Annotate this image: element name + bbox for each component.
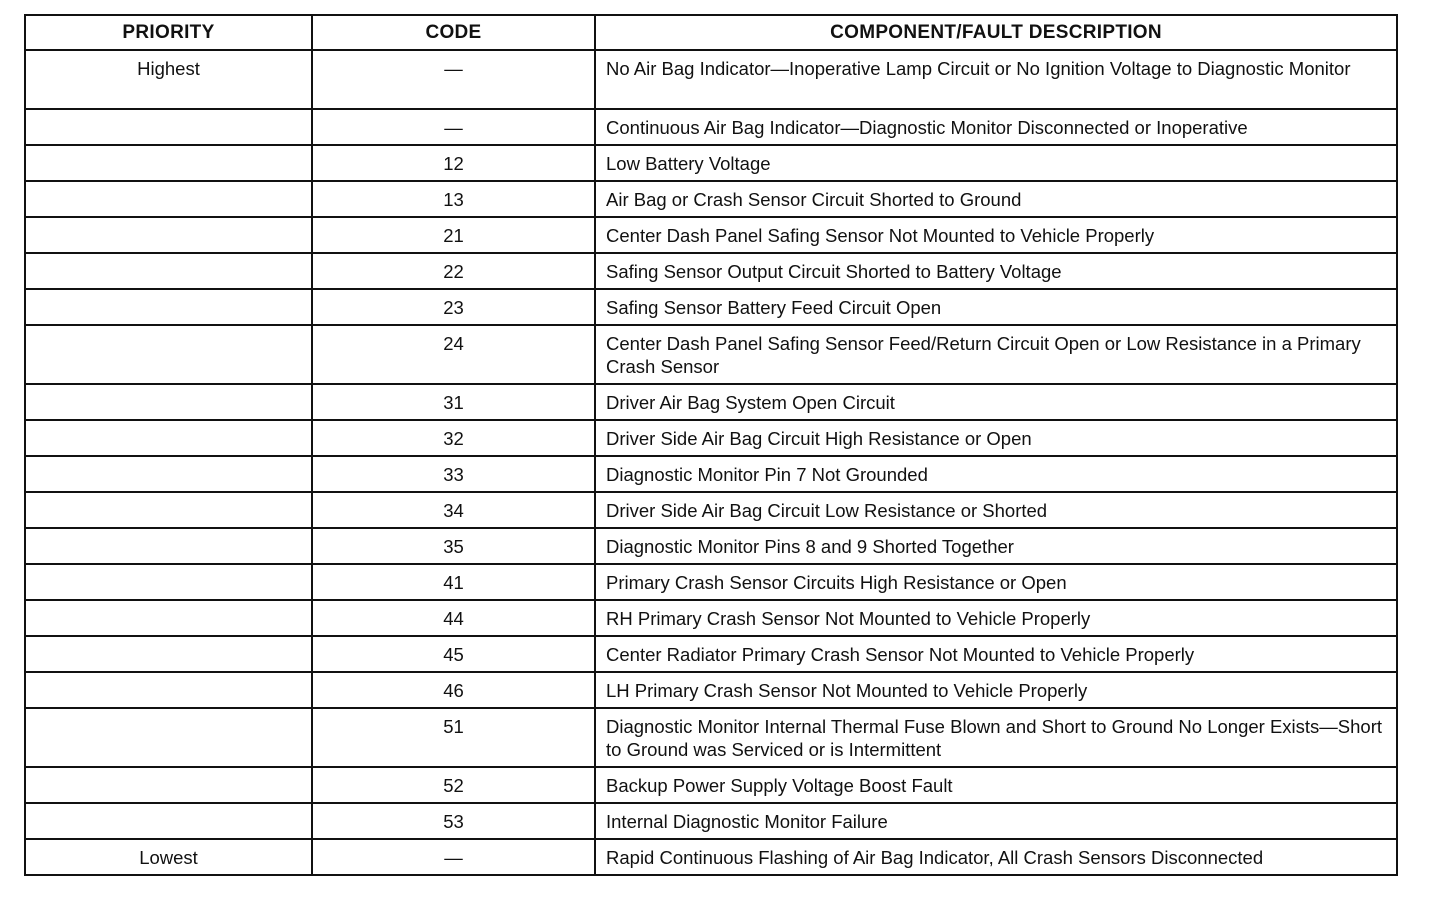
priority-cell: [25, 145, 312, 181]
description-cell: Safing Sensor Battery Feed Circuit Open: [595, 289, 1397, 325]
code-cell: 22: [312, 253, 595, 289]
priority-cell: [25, 181, 312, 217]
description-cell: Diagnostic Monitor Pins 8 and 9 Shorted Together: [595, 528, 1397, 564]
description-cell: Internal Diagnostic Monitor Failure: [595, 803, 1397, 839]
priority-cell: [25, 564, 312, 600]
table-row: [25, 50, 1397, 109]
table-row: [25, 528, 1397, 564]
table-row: [25, 564, 1397, 600]
code-cell: 12: [312, 145, 595, 181]
priority-cell: [25, 708, 312, 767]
priority-cell: [25, 384, 312, 420]
table-row: [25, 456, 1397, 492]
description-cell: Safing Sensor Output Circuit Shorted to Battery Voltage: [595, 253, 1397, 289]
priority-cell: [25, 492, 312, 528]
code-cell: —: [312, 839, 595, 875]
table-row: [25, 384, 1397, 420]
table-row: [25, 600, 1397, 636]
description-cell: Rapid Continuous Flashing of Air Bag Indicator, All Crash Sensors Disconnected: [595, 839, 1397, 875]
description-cell: Driver Side Air Bag Circuit Low Resistance or Shorted: [595, 492, 1397, 528]
code-cell: 46: [312, 672, 595, 708]
fault-code-sheet: [24, 14, 1396, 876]
code-cell: 31: [312, 384, 595, 420]
code-cell: —: [312, 109, 595, 145]
priority-cell: Lowest: [25, 839, 312, 875]
priority-cell: [25, 456, 312, 492]
code-cell: 21: [312, 217, 595, 253]
code-cell: 45: [312, 636, 595, 672]
code-cell: 24: [312, 325, 595, 384]
description-cell: Center Radiator Primary Crash Sensor Not Mounted to Vehicle Properly: [595, 636, 1397, 672]
priority-cell: [25, 600, 312, 636]
description-cell: Diagnostic Monitor Pin 7 Not Grounded: [595, 456, 1397, 492]
table-row: [25, 181, 1397, 217]
code-cell: 51: [312, 708, 595, 767]
table-body: [25, 50, 1397, 875]
description-cell: Air Bag or Crash Sensor Circuit Shorted to Ground: [595, 181, 1397, 217]
table-row: [25, 325, 1397, 384]
code-column-header: CODE: [312, 15, 595, 50]
table-row: [25, 708, 1397, 767]
priority-cell: [25, 420, 312, 456]
code-cell: 32: [312, 420, 595, 456]
table-row: [25, 492, 1397, 528]
table-row: [25, 145, 1397, 181]
description-cell: Center Dash Panel Safing Sensor Not Mounted to Vehicle Properly: [595, 217, 1397, 253]
table-row: [25, 217, 1397, 253]
code-cell: 53: [312, 803, 595, 839]
code-cell: 52: [312, 767, 595, 803]
header-row: [25, 15, 1397, 50]
description-cell: Driver Air Bag System Open Circuit: [595, 384, 1397, 420]
code-cell: 23: [312, 289, 595, 325]
description-cell: Diagnostic Monitor Internal Thermal Fuse Blown and Short to Ground No Longer Exists—Short to Ground was Serviced or is Intermittent: [595, 708, 1397, 767]
priority-cell: [25, 325, 312, 384]
table-row: [25, 109, 1397, 145]
description-cell: Center Dash Panel Safing Sensor Feed/Return Circuit Open or Low Resistance in a Primary Crash Sensor: [595, 325, 1397, 384]
priority-cell: [25, 109, 312, 145]
table-row: [25, 839, 1397, 875]
priority-cell: [25, 289, 312, 325]
description-column-header: COMPONENT/FAULT DESCRIPTION: [595, 15, 1397, 50]
priority-cell: [25, 803, 312, 839]
table-row: [25, 767, 1397, 803]
priority-column-header: PRIORITY: [25, 15, 312, 50]
description-cell: LH Primary Crash Sensor Not Mounted to Vehicle Properly: [595, 672, 1397, 708]
table-row: [25, 289, 1397, 325]
priority-cell: [25, 767, 312, 803]
priority-cell: Highest: [25, 50, 312, 109]
table-row: [25, 420, 1397, 456]
description-cell: Continuous Air Bag Indicator—Diagnostic Monitor Disconnected or Inoperative: [595, 109, 1397, 145]
description-cell: Backup Power Supply Voltage Boost Fault: [595, 767, 1397, 803]
description-cell: No Air Bag Indicator—Inoperative Lamp Circuit or No Ignition Voltage to Diagnostic Monitor: [595, 50, 1397, 109]
priority-cell: [25, 528, 312, 564]
priority-cell: [25, 672, 312, 708]
code-cell: 44: [312, 600, 595, 636]
table-row: [25, 803, 1397, 839]
code-cell: 41: [312, 564, 595, 600]
table-row: [25, 672, 1397, 708]
table-row: [25, 636, 1397, 672]
code-cell: 13: [312, 181, 595, 217]
priority-cell: [25, 253, 312, 289]
description-cell: Low Battery Voltage: [595, 145, 1397, 181]
code-cell: 35: [312, 528, 595, 564]
table-row: [25, 253, 1397, 289]
code-cell: 33: [312, 456, 595, 492]
priority-cell: [25, 636, 312, 672]
table-header: [25, 15, 1397, 50]
description-cell: Primary Crash Sensor Circuits High Resistance or Open: [595, 564, 1397, 600]
code-cell: 34: [312, 492, 595, 528]
code-cell: —: [312, 50, 595, 109]
description-cell: RH Primary Crash Sensor Not Mounted to Vehicle Properly: [595, 600, 1397, 636]
fault-code-table: [24, 14, 1398, 876]
description-cell: Driver Side Air Bag Circuit High Resistance or Open: [595, 420, 1397, 456]
priority-cell: [25, 217, 312, 253]
